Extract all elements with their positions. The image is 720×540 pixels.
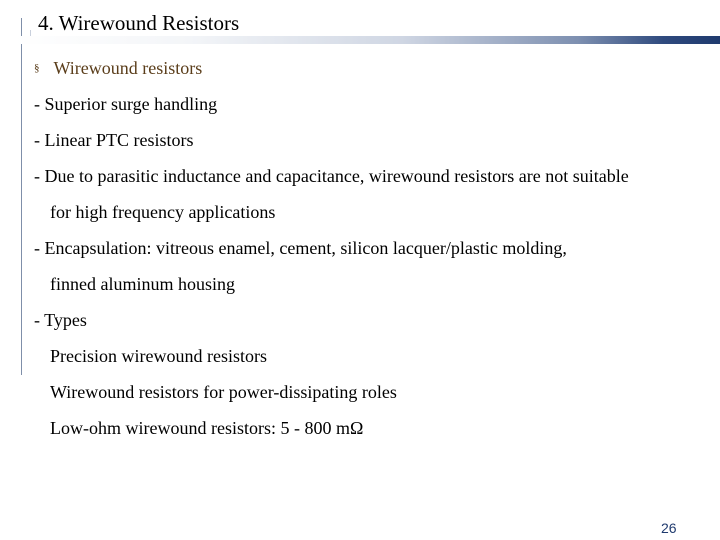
body-line-types: - Types	[34, 310, 87, 330]
body-line-ptc: - Linear PTC resistors	[34, 130, 194, 150]
left-accent-line	[21, 18, 22, 375]
bullet-item	[34, 58, 202, 79]
square-bullet-icon: §	[34, 62, 40, 74]
body-line-parasitic: - Due to parasitic inductance and capacitance, wirewound resistors are not suitable	[34, 166, 629, 186]
body-line-type-precision: Precision wirewound resistors	[50, 346, 267, 366]
page-number: 26	[661, 520, 677, 536]
body-line-type-power: Wirewound resistors for power-dissipating roles	[50, 382, 397, 402]
slide-title: 4. Wirewound Resistors	[38, 11, 240, 35]
body-line-surge: - Superior surge handling	[34, 94, 218, 114]
body-line-encapsulation: - Encapsulation: vitreous enamel, cement, silicon lacquer/plastic molding,	[34, 238, 567, 258]
body-line-type-low-ohm: Low-ohm wirewound resistors: 5 - 800 mΩ	[50, 418, 364, 438]
bullet-text: Wirewound resistors	[53, 58, 203, 78]
title-underline-bar	[14, 36, 720, 44]
body-line-encapsulation-cont: finned aluminum housing	[50, 274, 235, 294]
body-line-parasitic-cont: for high frequency applications	[50, 202, 276, 222]
